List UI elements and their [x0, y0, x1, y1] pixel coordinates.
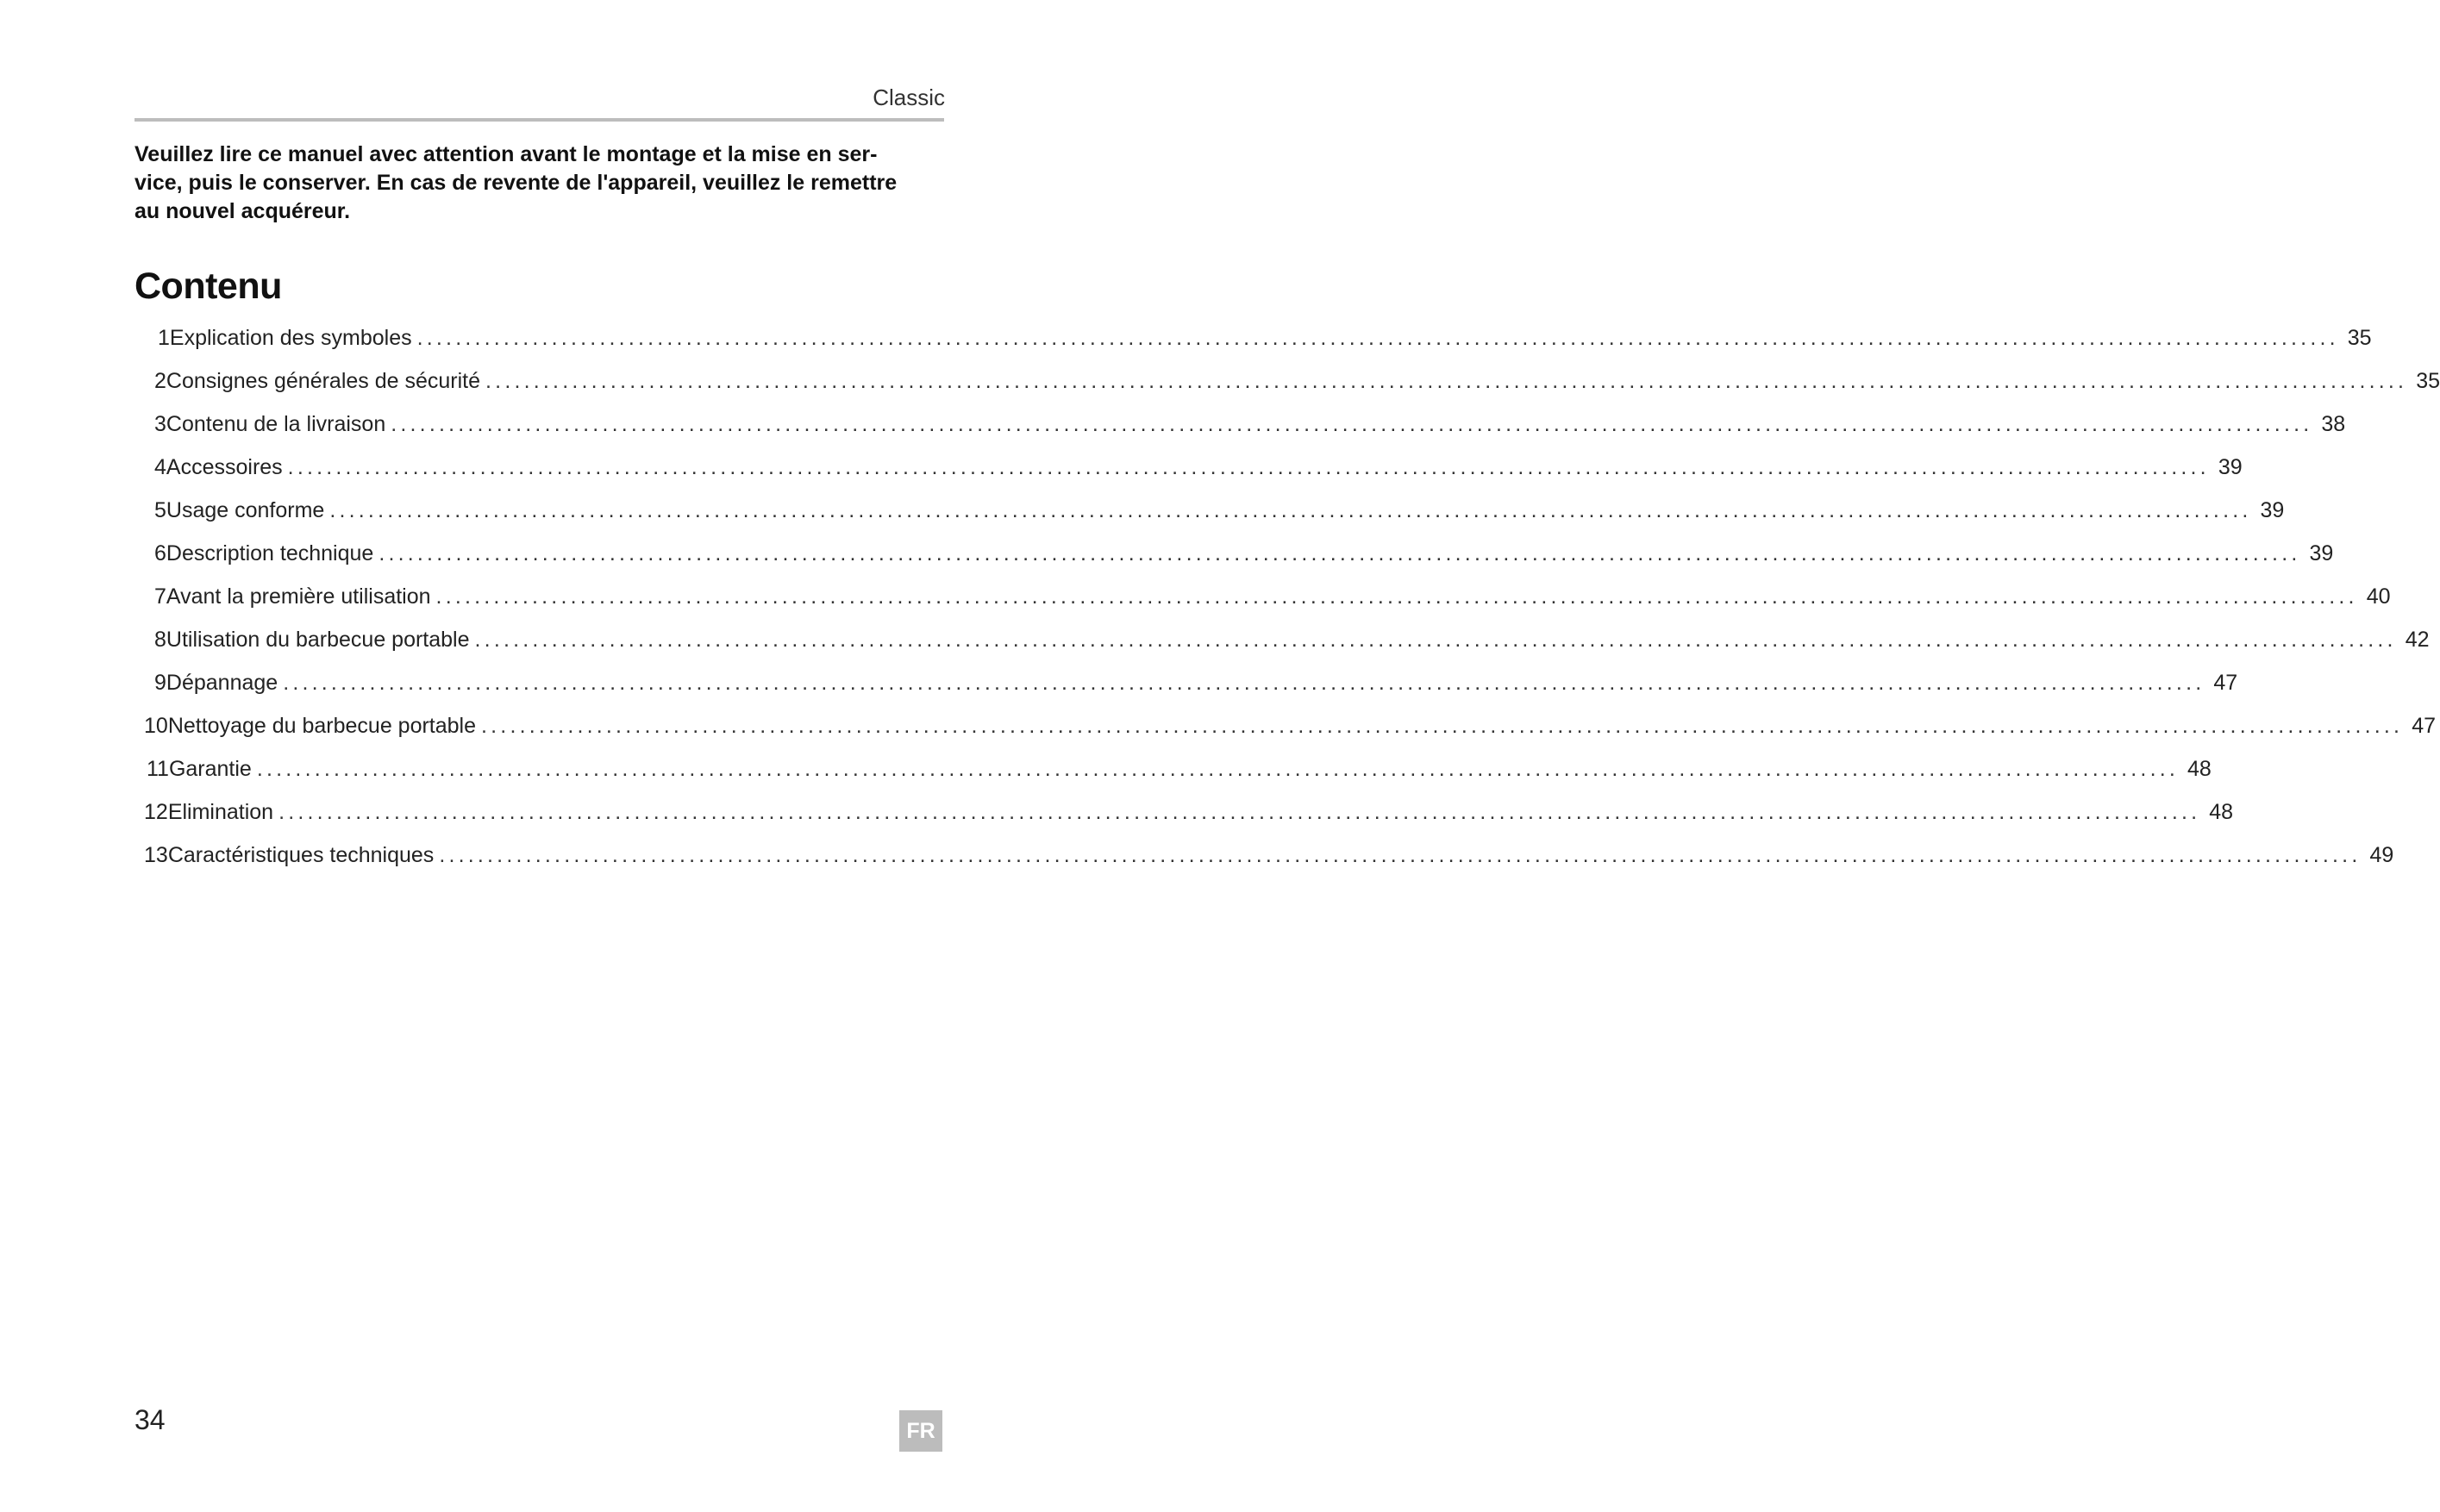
- toc-entry[interactable]: [154, 455, 2243, 490]
- toc-entry-title: Utilisation du barbecue portable: [166, 628, 470, 652]
- toc-entry-number: 2: [154, 369, 166, 393]
- intro-line: au nouvel acquéreur.: [135, 199, 351, 223]
- intro-line: Veuillez lire ce manuel avec attention avant le montage et la mise en ser-: [135, 142, 878, 166]
- toc-entry-number: 4: [154, 455, 166, 479]
- toc-dot-leader: ........................................................................................................................................................................................................: [435, 584, 2358, 609]
- toc-entry-title: Caractéristiques techniques: [167, 843, 435, 867]
- toc-dot-leader: ........................................................................................................................................................................................................: [439, 843, 2362, 867]
- toc-entry[interactable]: [144, 714, 2436, 748]
- toc-entry-page: 35: [2416, 369, 2440, 393]
- toc-entry-page: 48: [2209, 800, 2234, 824]
- toc-entry-page: 42: [2405, 628, 2430, 652]
- toc-entry[interactable]: [158, 326, 2372, 360]
- toc-dot-leader: ........................................................................................................................................................................................................: [416, 326, 2339, 350]
- toc-entry-title: Garantie: [168, 757, 252, 781]
- toc-entry[interactable]: [154, 498, 2285, 533]
- toc-dot-leader: ........................................................................................................................................................................................................: [485, 369, 2408, 393]
- toc-entry-number: 13: [144, 843, 168, 867]
- toc-dot-leader: ........................................................................................................................................................................................................: [329, 498, 2252, 522]
- toc-entry-number: 10: [144, 714, 168, 738]
- header-divider: [135, 118, 944, 122]
- toc-entry-title: Description technique: [166, 541, 374, 565]
- toc-entry-page: 35: [2347, 326, 2372, 350]
- toc-entry-title: Consignes générales de sécurité: [166, 369, 481, 393]
- toc-dot-leader: ........................................................................................................................................................................................................: [474, 628, 2397, 652]
- intro-line: vice, puis le conserver. En cas de revente de l'appareil, veuillez le remettre: [135, 171, 898, 195]
- toc-dot-leader: ........................................................................................................................................................................................................: [379, 541, 2301, 565]
- toc-entry-page: 39: [2260, 498, 2285, 522]
- toc-entry-number: 11: [147, 757, 169, 781]
- toc-dot-leader: ........................................................................................................................................................................................................: [283, 671, 2205, 695]
- toc-entry-page: 39: [2309, 541, 2334, 565]
- toc-entry[interactable]: [147, 757, 2212, 791]
- page-title: Contenu: [135, 266, 282, 307]
- language-badge: FR: [899, 1410, 942, 1452]
- intro-notice: [135, 141, 945, 226]
- toc-dot-leader: ........................................................................................................................................................................................................: [278, 800, 2201, 824]
- toc-dot-leader: ........................................................................................................................................................................................................: [481, 714, 2404, 738]
- toc-entry-page: 40: [2366, 584, 2391, 609]
- toc-entry[interactable]: [154, 584, 2391, 619]
- toc-entry-number: 12: [144, 800, 168, 824]
- toc-entry-number: 9: [154, 671, 166, 695]
- toc-entry-number: 8: [154, 628, 166, 652]
- toc-entry[interactable]: [144, 800, 2234, 834]
- toc-entry-page: 47: [2412, 714, 2436, 738]
- toc-entry-title: Nettoyage du barbecue portable: [167, 714, 477, 738]
- toc-entry-title: Elimination: [167, 800, 274, 824]
- toc-entry-number: 6: [154, 541, 166, 565]
- header-label: Classic: [873, 84, 945, 110]
- toc-entry-page: 48: [2187, 757, 2212, 781]
- toc-entry[interactable]: [154, 671, 2238, 705]
- toc-entry-title: Dépannage: [166, 671, 278, 695]
- toc-entry-title: Avant la première utilisation: [166, 584, 431, 609]
- toc-entry[interactable]: [154, 628, 2430, 662]
- toc-dot-leader: ........................................................................................................................................................................................................: [256, 757, 2180, 781]
- toc-entry-number: 7: [154, 584, 166, 609]
- page-number: 34: [135, 1404, 166, 1435]
- toc-dot-leader: ........................................................................................................................................................................................................: [391, 412, 2313, 436]
- toc-entry[interactable]: [154, 541, 2334, 576]
- toc-entry-title: Contenu de la livraison: [166, 412, 386, 436]
- toc-entry-title: Accessoires: [166, 455, 283, 479]
- toc-entry-title: Explication des symboles: [169, 326, 412, 350]
- toc-entry-page: 47: [2213, 671, 2238, 695]
- toc-entry-number: 1: [158, 326, 170, 350]
- toc-entry-page: 49: [2369, 843, 2394, 867]
- toc-entry[interactable]: [144, 843, 2394, 878]
- toc-entry-page: 38: [2321, 412, 2346, 436]
- toc-entry-page: 39: [2218, 455, 2243, 479]
- toc-dot-leader: ........................................................................................................................................................................................................: [287, 455, 2210, 479]
- toc-entry[interactable]: [154, 412, 2346, 447]
- toc-entry-title: Usage conforme: [166, 498, 325, 522]
- toc-entry-number: 5: [154, 498, 166, 522]
- toc-entry[interactable]: [154, 369, 2440, 403]
- toc-entry-number: 3: [154, 412, 166, 436]
